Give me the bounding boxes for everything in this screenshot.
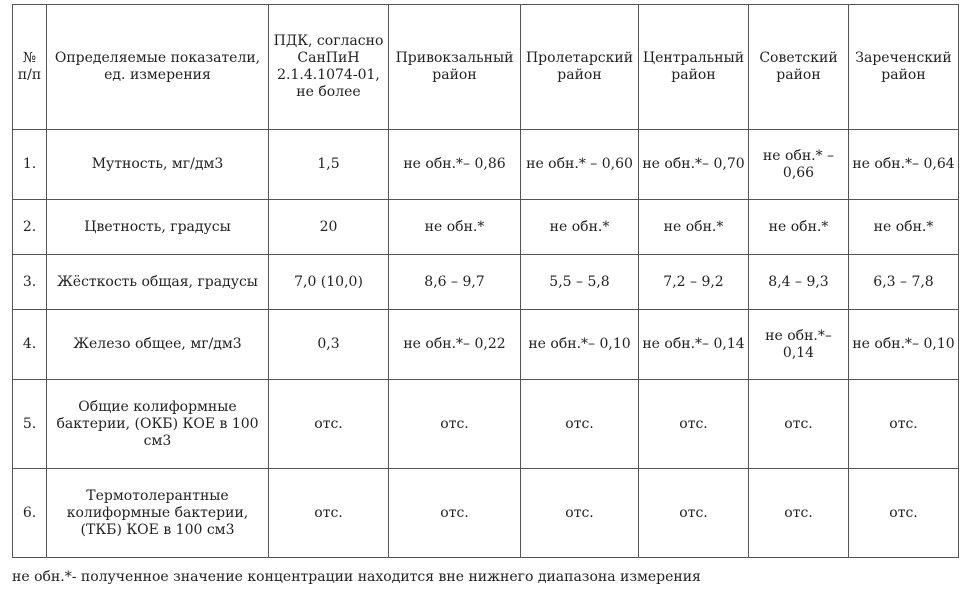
row-value-privokzalny: не обн.*– 0,22: [389, 310, 521, 380]
row-value-zarechensky: не обн.*– 0,64: [849, 130, 959, 200]
row-value-proletarsky: 5,5 – 5,8: [521, 255, 639, 310]
header-district-proletarsky: Пролетарский район: [521, 5, 639, 130]
header-district-privokzalny: Привокзальный район: [389, 5, 521, 130]
row-value-tsentralny: не обн.*– 0,70: [639, 130, 749, 200]
document-page: [12, 4, 958, 558]
row-indicator: Жёсткость общая, градусы: [47, 255, 269, 310]
row-value-privokzalny: не обн.*– 0,86: [389, 130, 521, 200]
row-value-tsentralny: 7,2 – 9,2: [639, 255, 749, 310]
header-num: № п/п: [13, 5, 47, 130]
row-num: 3.: [13, 255, 47, 310]
row-value-zarechensky: не обн.*: [849, 200, 959, 255]
row-value-proletarsky: не обн.*– 0,10: [521, 310, 639, 380]
table-row: [13, 130, 959, 200]
row-pdk: отс.: [269, 469, 389, 558]
row-value-sovetsky: не обн.*: [749, 200, 849, 255]
row-pdk: отс.: [269, 380, 389, 469]
row-num: 2.: [13, 200, 47, 255]
row-value-proletarsky: отс.: [521, 469, 639, 558]
row-value-proletarsky: не обн.* – 0,60: [521, 130, 639, 200]
row-indicator: Цветность, градусы: [47, 200, 269, 255]
table-row: [13, 469, 959, 558]
row-value-tsentralny: не обн.*: [639, 200, 749, 255]
row-num: 4.: [13, 310, 47, 380]
row-indicator: Железо общее, мг/дм3: [47, 310, 269, 380]
row-indicator: Общие колиформные бактерии, (ОКБ) КОЕ в 100 см3: [47, 380, 269, 469]
header-district-zarechensky: Зареченский район: [849, 5, 959, 130]
header-district-sovetsky: Советский район: [749, 5, 849, 130]
row-pdk: 0,3: [269, 310, 389, 380]
table-row: [13, 380, 959, 469]
row-value-privokzalny: не обн.*: [389, 200, 521, 255]
row-num: 5.: [13, 380, 47, 469]
table-header-row: [13, 5, 959, 130]
row-value-privokzalny: 8,6 – 9,7: [389, 255, 521, 310]
header-pdk: ПДК, согласно СанПиН 2.1.4.1074-01, не более: [269, 5, 389, 130]
row-indicator: Термотолерантные колиформные бактерии, (ТКБ) КОЕ в 100 см3: [47, 469, 269, 558]
header-indicator: Определяемые показатели, ед. измерения: [47, 5, 269, 130]
row-value-sovetsky: не обн.* – 0,66: [749, 130, 849, 200]
row-value-sovetsky: не обн.*– 0,14: [749, 310, 849, 380]
row-indicator: Мутность, мг/дм3: [47, 130, 269, 200]
row-value-sovetsky: отс.: [749, 380, 849, 469]
row-pdk: 7,0 (10,0): [269, 255, 389, 310]
table-row: [13, 200, 959, 255]
row-value-zarechensky: отс.: [849, 380, 959, 469]
row-value-privokzalny: отс.: [389, 469, 521, 558]
row-pdk: 20: [269, 200, 389, 255]
row-value-sovetsky: отс.: [749, 469, 849, 558]
row-value-zarechensky: отс.: [849, 469, 959, 558]
row-value-zarechensky: 6,3 – 7,8: [849, 255, 959, 310]
table-row: [13, 255, 959, 310]
row-value-sovetsky: 8,4 – 9,3: [749, 255, 849, 310]
table-row: [13, 310, 959, 380]
row-value-zarechensky: не обн.*– 0,10: [849, 310, 959, 380]
row-num: 6.: [13, 469, 47, 558]
row-value-proletarsky: отс.: [521, 380, 639, 469]
row-pdk: 1,5: [269, 130, 389, 200]
footnote: не обн.*- полученное значение концентрации находится вне нижнего диапазона измерения: [12, 569, 701, 585]
row-value-tsentralny: не обн.*– 0,14: [639, 310, 749, 380]
row-value-privokzalny: отс.: [389, 380, 521, 469]
row-value-tsentralny: отс.: [639, 380, 749, 469]
water-quality-table: [12, 4, 959, 558]
row-value-proletarsky: не обн.*: [521, 200, 639, 255]
header-district-tsentralny: Центральный район: [639, 5, 749, 130]
row-num: 1.: [13, 130, 47, 200]
row-value-tsentralny: отс.: [639, 469, 749, 558]
